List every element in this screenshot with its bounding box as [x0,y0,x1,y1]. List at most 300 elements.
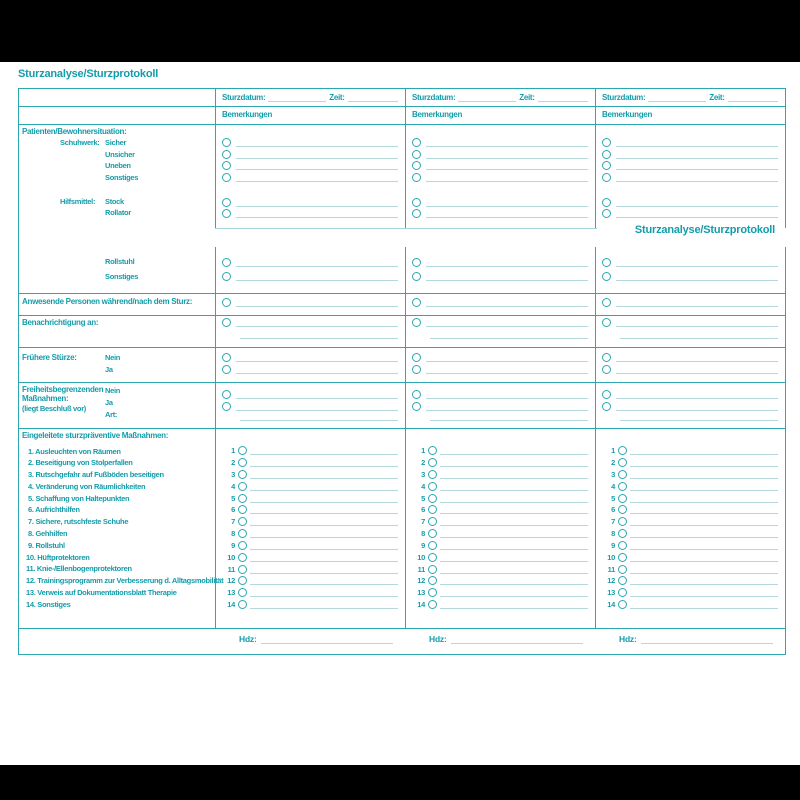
checkbox-circle[interactable] [238,553,247,562]
checkbox-circle[interactable] [412,138,421,147]
option-row-uneben [412,161,588,170]
measure-row [225,541,398,550]
checkbox-circle[interactable] [618,446,627,455]
write-line[interactable] [236,199,398,207]
option-label: Ja [105,365,113,374]
checkbox-circle[interactable] [618,482,627,491]
item-number: 4 [611,482,615,491]
write-line[interactable] [426,299,588,307]
checkbox-circle[interactable] [618,576,627,585]
checkbox-circle[interactable] [602,138,611,147]
write-line[interactable] [426,199,588,207]
write-line[interactable] [616,354,778,362]
write-line[interactable] [440,530,588,538]
checkbox-circle[interactable] [238,565,247,574]
write-line[interactable] [630,566,778,574]
checkbox-circle[interactable] [412,150,421,159]
list-item: 5. Schaffung von Haltepunkten [28,494,130,503]
checkbox-circle[interactable] [602,161,611,170]
checkbox-circle[interactable] [238,505,247,514]
write-line[interactable] [616,273,778,281]
item-number: 14 [607,600,615,609]
checkbox-circle[interactable] [428,517,437,526]
item-number: 5 [611,494,615,503]
checkbox-circle[interactable] [428,482,437,491]
option-row-rollator [412,209,588,218]
item-number: 10 [417,553,425,562]
measure-row [225,588,398,597]
item-number: 9 [231,541,235,550]
list-item: 6. Aufrichthilfen [28,505,80,514]
checkbox-circle[interactable] [428,505,437,514]
write-line[interactable] [426,162,588,170]
item-number: 1 [421,446,425,455]
option-row-uneben [602,161,778,170]
checkbox-circle[interactable] [428,553,437,562]
write-line[interactable] [426,319,588,327]
measure-row [415,505,588,514]
measure-row [225,517,398,526]
write-line[interactable] [236,151,398,159]
item-number: 14 [227,600,235,609]
item-number: 9 [611,541,615,550]
date-header-row [602,92,778,102]
write-line[interactable] [430,413,588,421]
checkbox-circle[interactable] [222,353,231,362]
checkbox-circle[interactable] [412,258,421,267]
measure-row [415,553,588,562]
write-line[interactable] [616,151,778,159]
list-item: 12. Trainingsprogramm zur Verbesserung d. Alltagsmobilität [26,576,224,585]
write-line[interactable] [236,391,398,399]
item-number: 6 [611,505,615,514]
list-item: 7. Sichere, rutschfeste Schuhe [28,517,129,526]
measure-row [605,494,778,503]
zeit-write-line[interactable] [728,92,778,102]
write-line[interactable] [236,299,398,307]
measure-row [605,482,778,491]
option-row-anwesende [412,298,588,307]
sturzdatum-write-line[interactable] [458,92,516,102]
checkbox-circle[interactable] [602,150,611,159]
checkbox-circle[interactable] [618,600,627,609]
write-line[interactable] [250,518,398,526]
checkbox-circle[interactable] [222,198,231,207]
item-number: 8 [421,529,425,538]
write-line[interactable] [630,554,778,562]
item-number: 4 [231,482,235,491]
write-line[interactable] [616,210,778,218]
hdz-write-line[interactable] [261,634,393,644]
checkbox-circle[interactable] [618,541,627,550]
option-row-nein [222,353,398,362]
checkbox-circle[interactable] [412,390,421,399]
write-line[interactable] [440,589,588,597]
measure-row [605,458,778,467]
write-line[interactable] [250,601,398,609]
write-line[interactable] [426,139,588,147]
item-number: 10 [227,553,235,562]
checkbox-circle[interactable] [618,470,627,479]
checkbox-circle[interactable] [222,258,231,267]
write-line[interactable] [616,391,778,399]
write-line[interactable] [616,319,778,327]
write-line[interactable] [236,210,398,218]
option-row-nein [412,353,588,362]
write-line[interactable] [440,471,588,479]
checkbox-circle[interactable] [602,402,611,411]
checkbox-circle[interactable] [222,173,231,182]
write-line[interactable] [240,413,398,421]
write-line[interactable] [620,331,778,339]
overlay-page-title: Sturzanalyse/Sturzprotokoll [634,224,775,236]
option-row-anwesende [222,298,398,307]
write-line[interactable] [250,459,398,467]
section-title-benachrichtigung: Benachrichtigung an: [22,318,99,327]
write-line[interactable] [240,331,398,339]
write-line[interactable] [440,577,588,585]
item-number: 13 [607,588,615,597]
checkbox-circle[interactable] [238,482,247,491]
checkbox-circle[interactable] [428,529,437,538]
extra-write-row [222,330,398,339]
checkbox-circle[interactable] [222,298,231,307]
measure-row [225,494,398,503]
write-line[interactable] [250,506,398,514]
sturzdatum-label: Sturzdatum: [222,93,266,102]
measure-row [225,565,398,574]
checkbox-circle[interactable] [428,576,437,585]
checkbox-circle[interactable] [428,541,437,550]
checkbox-circle[interactable] [238,517,247,526]
checkbox-circle[interactable] [238,458,247,467]
option-label: Nein [105,386,121,395]
section-title-freiheits-line3: (liegt Beschluß vor) [22,404,87,413]
write-line[interactable] [426,210,588,218]
section-title-freiheits-line2: Maßnahmen: [22,394,69,403]
write-line[interactable] [430,331,588,339]
write-line[interactable] [616,299,778,307]
item-number: 8 [611,529,615,538]
hdz-row [619,634,773,644]
write-line[interactable] [426,366,588,374]
checkbox-circle[interactable] [412,209,421,218]
option-row-stock [602,198,778,207]
measure-row [225,482,398,491]
item-number: 12 [607,576,615,585]
write-line[interactable] [236,319,398,327]
section-title-freiheits-line1: Freiheitsbegrenzenden [22,385,104,394]
checkbox-circle[interactable] [222,390,231,399]
checkbox-circle[interactable] [602,272,611,281]
write-line[interactable] [630,601,778,609]
item-number: 6 [421,505,425,514]
checkbox-circle[interactable] [222,161,231,170]
checkbox-circle[interactable] [238,588,247,597]
option-row-rollstuhl [602,258,778,267]
record-column-1 [215,88,405,655]
write-line[interactable] [236,174,398,182]
measure-row [605,576,778,585]
item-number: 4 [421,482,425,491]
option-row-sicher [222,138,398,147]
checkbox-circle[interactable] [222,209,231,218]
option-row-nein [222,390,398,399]
checkbox-circle[interactable] [222,402,231,411]
section-title-fruehere: Frühere Stürze: [22,353,77,362]
bemerkungen-label: Bemerkungen [602,110,653,119]
write-line[interactable] [426,259,588,267]
write-line[interactable] [616,162,778,170]
write-line[interactable] [630,506,778,514]
option-row-nein [602,353,778,362]
write-line[interactable] [440,495,588,503]
write-line[interactable] [630,542,778,550]
measure-row [605,505,778,514]
write-line[interactable] [440,542,588,550]
sturzdatum-label: Sturzdatum: [602,93,646,102]
write-line[interactable] [616,139,778,147]
write-line[interactable] [630,471,778,479]
measure-row [605,517,778,526]
write-line[interactable] [426,391,588,399]
write-line[interactable] [426,151,588,159]
item-number: 6 [231,505,235,514]
option-row-rollstuhl [412,258,588,267]
measure-row [415,600,588,609]
write-line[interactable] [236,139,398,147]
measure-row [415,446,588,455]
hdz-row [429,634,583,644]
checkbox-circle[interactable] [238,576,247,585]
sturzdatum-write-line[interactable] [648,92,706,102]
measure-row [605,541,778,550]
write-line[interactable] [616,199,778,207]
checkbox-circle[interactable] [602,298,611,307]
item-number: 2 [231,458,235,467]
write-line[interactable] [630,589,778,597]
option-label: Rollstuhl [105,257,135,266]
checkbox-circle[interactable] [618,565,627,574]
checkbox-circle[interactable] [412,272,421,281]
item-number: 9 [421,541,425,550]
item-number: 12 [417,576,425,585]
write-line[interactable] [440,506,588,514]
hdz-label: Hdz: [239,634,257,644]
option-row-benachrichtigung [602,318,778,327]
write-line[interactable] [236,403,398,411]
checkbox-circle[interactable] [428,494,437,503]
write-line[interactable] [236,259,398,267]
art-write-row [222,412,398,421]
checkbox-circle[interactable] [412,365,421,374]
write-line[interactable] [440,459,588,467]
checkbox-circle[interactable] [618,553,627,562]
checkbox-circle[interactable] [412,353,421,362]
option-label: Stock [105,197,124,206]
measure-row [415,482,588,491]
write-line[interactable] [426,174,588,182]
measure-row [415,565,588,574]
checkbox-circle[interactable] [618,505,627,514]
checkbox-circle[interactable] [428,458,437,467]
checkbox-circle[interactable] [428,446,437,455]
write-line[interactable] [630,447,778,455]
option-label: Nein [105,353,121,362]
schuhwerk-label: Schuhwerk: [60,138,100,147]
checkbox-circle[interactable] [618,517,627,526]
checkbox-circle[interactable] [618,529,627,538]
write-line[interactable] [236,366,398,374]
checkbox-circle[interactable] [618,458,627,467]
checkbox-circle[interactable] [412,161,421,170]
option-row-sonstiges2 [222,272,398,281]
checkbox-circle[interactable] [602,318,611,327]
write-line[interactable] [616,259,778,267]
write-line[interactable] [236,273,398,281]
checkbox-circle[interactable] [412,298,421,307]
measure-row [415,470,588,479]
write-line[interactable] [630,530,778,538]
checkbox-circle[interactable] [222,150,231,159]
checkbox-circle[interactable] [428,470,437,479]
checkbox-circle[interactable] [412,173,421,182]
measure-row [225,470,398,479]
item-number: 7 [611,517,615,526]
write-line[interactable] [630,577,778,585]
write-line[interactable] [630,459,778,467]
option-row-benachrichtigung [222,318,398,327]
write-line[interactable] [440,601,588,609]
write-line[interactable] [250,447,398,455]
checkbox-circle[interactable] [602,258,611,267]
write-line[interactable] [426,403,588,411]
checkbox-circle[interactable] [222,138,231,147]
write-line[interactable] [250,577,398,585]
measure-row [225,458,398,467]
write-line[interactable] [620,413,778,421]
checkbox-circle[interactable] [428,565,437,574]
hdz-write-line[interactable] [641,634,773,644]
option-row-unsicher [412,150,588,159]
write-line[interactable] [630,518,778,526]
hilfsmittel-label: Hilfsmittel: [60,197,96,206]
grid-line [18,88,19,655]
section-title-patienten: Patienten/Bewohnersituation: [22,127,127,136]
option-row-ja [412,365,588,374]
option-row-sonstiges2 [602,272,778,281]
bemerkungen-label: Bemerkungen [222,110,273,119]
checkbox-circle[interactable] [238,470,247,479]
write-line[interactable] [250,530,398,538]
zeit-write-line[interactable] [538,92,588,102]
option-row-sonstiges2 [412,272,588,281]
checkbox-circle[interactable] [222,272,231,281]
item-number: 2 [421,458,425,467]
write-line[interactable] [616,174,778,182]
checkbox-circle[interactable] [412,318,421,327]
sturzdatum-write-line[interactable] [268,92,326,102]
write-line[interactable] [440,447,588,455]
option-row-rollstuhl [222,258,398,267]
item-number: 1 [231,446,235,455]
write-line[interactable] [426,273,588,281]
checkbox-circle[interactable] [428,600,437,609]
write-line[interactable] [236,162,398,170]
checkbox-circle[interactable] [602,365,611,374]
list-item: 11. Knie-/Ellenbogenprotektoren [26,564,132,573]
hdz-write-line[interactable] [451,634,583,644]
write-line[interactable] [616,403,778,411]
option-label: Art: [105,410,118,419]
write-line[interactable] [440,518,588,526]
measure-row [225,576,398,585]
option-label: Sonstiges [105,272,139,281]
checkbox-circle[interactable] [602,198,611,207]
checkbox-circle[interactable] [602,173,611,182]
hdz-row [239,634,393,644]
write-line[interactable] [440,554,588,562]
item-number: 11 [227,565,235,574]
measure-row [415,588,588,597]
checkbox-circle[interactable] [238,446,247,455]
write-line[interactable] [250,483,398,491]
extra-write-row [412,330,588,339]
checkbox-circle[interactable] [602,353,611,362]
write-line[interactable] [440,566,588,574]
measure-row [225,505,398,514]
write-line[interactable] [630,483,778,491]
checkbox-circle[interactable] [618,494,627,503]
checkbox-circle[interactable] [602,390,611,399]
measure-row [225,553,398,562]
write-line[interactable] [616,366,778,374]
checkbox-circle[interactable] [412,402,421,411]
grid-line [785,88,786,228]
write-line[interactable] [250,554,398,562]
checkbox-circle[interactable] [222,365,231,374]
write-line[interactable] [250,495,398,503]
write-line[interactable] [440,483,588,491]
option-label: Uneben [105,161,131,170]
checkbox-circle[interactable] [602,209,611,218]
checkbox-circle[interactable] [618,588,627,597]
write-line[interactable] [426,354,588,362]
list-item: 8. Gehhilfen [28,529,68,538]
checkbox-circle[interactable] [428,588,437,597]
extra-write-row [602,330,778,339]
write-line[interactable] [250,589,398,597]
checkbox-circle[interactable] [238,529,247,538]
measure-row [415,517,588,526]
option-row-sonstiges [222,173,398,182]
write-line[interactable] [250,471,398,479]
bottom-letterbox [0,765,800,800]
checkbox-circle[interactable] [238,494,247,503]
zeit-write-line[interactable] [348,92,398,102]
option-row-nein [602,390,778,399]
checkbox-circle[interactable] [238,541,247,550]
checkbox-circle[interactable] [222,318,231,327]
list-item: 2. Beseitigung von Stolperfallen [28,458,133,467]
write-line[interactable] [250,566,398,574]
write-line[interactable] [236,354,398,362]
checkbox-circle[interactable] [412,198,421,207]
option-row-ja [412,402,588,411]
checkbox-circle[interactable] [238,600,247,609]
write-line[interactable] [630,495,778,503]
write-line[interactable] [250,542,398,550]
